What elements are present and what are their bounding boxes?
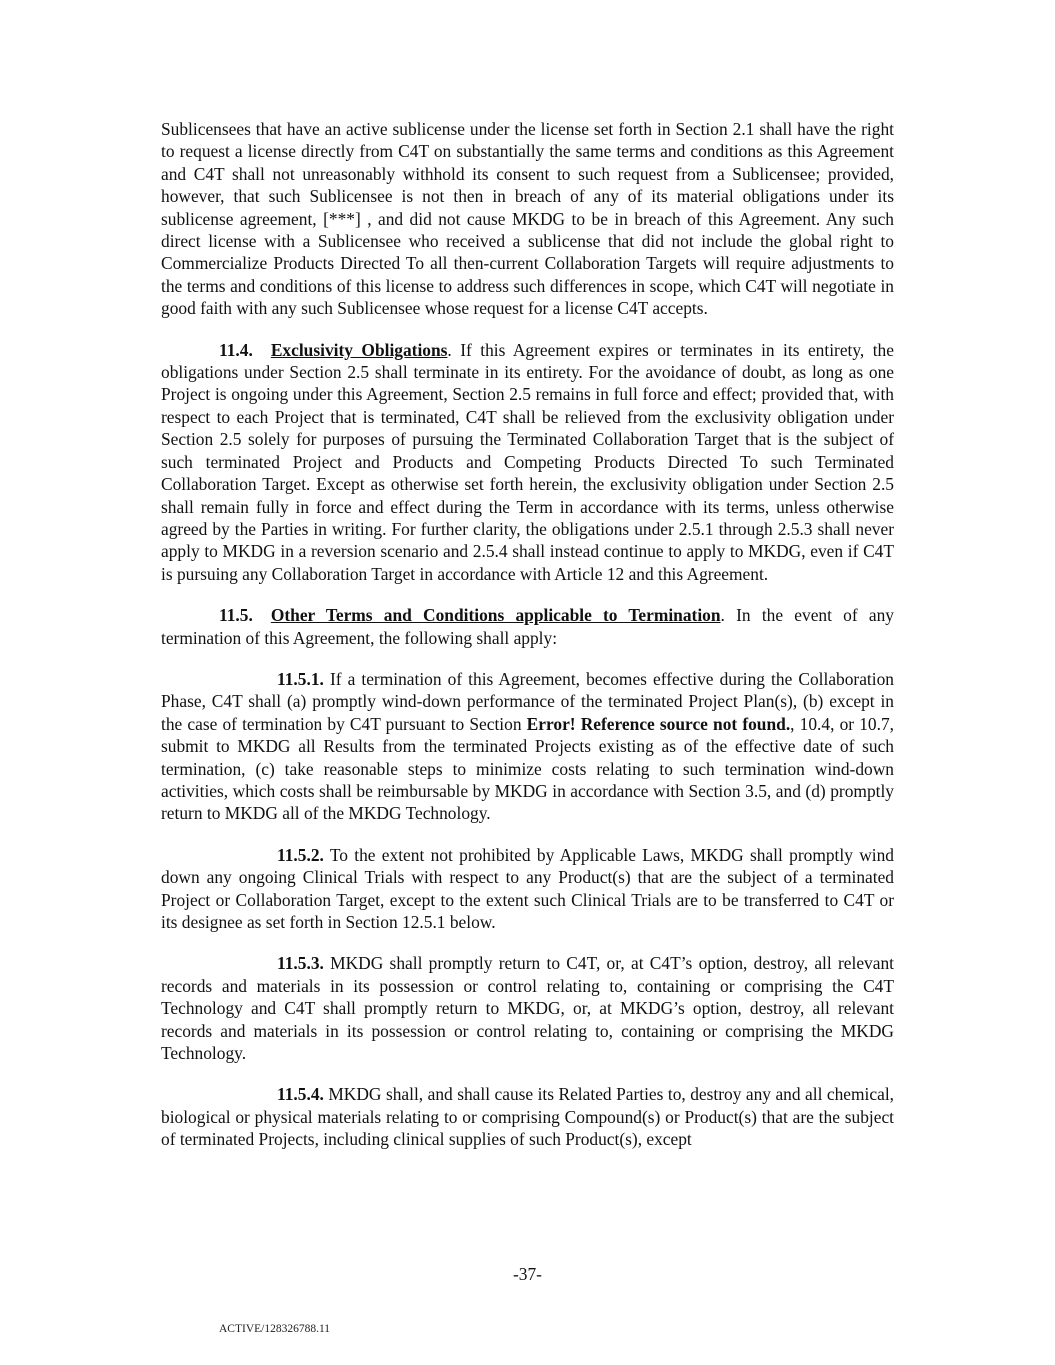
section-body: . In the event of any termination of this Agreement, the following shall apply: (161, 605, 894, 648)
section-11-5-4 (161, 1083, 894, 1150)
section-number: 11.5.3. (277, 953, 324, 974)
section-title: Exclusivity Obligations (270, 339, 448, 360)
page-number: -37- (513, 1264, 542, 1284)
intro-paragraph: Sublicensees that have an active sublicense under the license set forth in Section 2.1 shall have the right to request a license directly from C4T on substantially the same terms and conditions as this Agreement and C4T shall not unreasonably withhold its consent to such request from a Sublicensee; provided, however, that such Sublicensee is not then in breach of any of its material obligations under its sublicense agreement, [***] , and did not cause MKDG to be in breach of this Agreement. Any such direct license with a Sublicensee who received a sublicense that did not include the global right to Commercialize Products Directed To all then-current Collaboration Targets will require adjustments to the terms and conditions of this license to address such differences in scope, which C4T will negotiate in good faith with any such Sublicensee whose request for a license C4T accepts. (161, 119, 894, 319)
section-11-5-2 (161, 844, 894, 934)
section-body: MKDG shall, and shall cause its Related Parties to, destroy any and all chemical, biological or physical materials relating to or comprising Compound(s) or Product(s) that are the subject of terminated Projects, including clinical supplies of such Product(s), except (161, 1084, 894, 1150)
section-number: 11.5. (219, 605, 253, 626)
section-body-part-b: , 10.4, or 10.7, submit to MKDG all Results from the terminated Projects existing as of the effective date of such termination, (c) take reasonable steps to minimize costs relating to such termination wind-down activities, which costs shall be reimbursable by MKDG in accordance with Section 3.5, and (d) promptly return to MKDG all of the MKDG Technology. (161, 713, 894, 824)
error-reference: Error! Reference source not found. (526, 713, 791, 734)
section-body: To the extent not prohibited by Applicable Laws, MKDG shall promptly wind down any ongoing Clinical Trials with respect to any Product(s) that are the subject of a terminated Project or Collaboration Target, except to the extent such Clinical Trials are to be transferred to C4T or its designee as set forth in Section 12.5.1 below. (161, 844, 894, 932)
section-number: 11.5.4. (277, 1084, 324, 1105)
section-body-part-a: If a termination of this Agreement, becomes effective during the Collaboration Phase, C4T shall (a) promptly wind-down performance of the terminated Project Plan(s), (b) except in the case of termination by C4T pursuant to Section (161, 668, 894, 734)
section-11-5-1 (161, 668, 894, 825)
section-body: . If this Agreement expires or terminates in its entirety, the obligations under Section 2.5 shall terminate in its entirety. For the avoidance of doubt, as long as one Project is ongoing under this Agreement, Section 2.5 remains in full force and effect; provided that, with respect to each Project that is terminated, C4T shall be relieved from the exclusivity obligation under Section 2.5 solely for purposes of pursuing the Terminated Collaboration Target that is the subject of such terminated Project and Products and Competing Products Directed To such Terminated Collaboration Target. Except as otherwise set forth herein, the exclusivity obligation under Section 2.5 shall remain fully in force and effect during the Term in accordance with its terms, unless otherwise agreed by the Parties in writing. For further clarity, the obligations under 2.5.1 through 2.5.3 shall never apply to MKDG in a reversion scenario and 2.5.4 shall instead continue to apply to MKDG, even if C4T is pursuing any Collaboration Target in accordance with Article 12 and this Agreement. (161, 339, 894, 584)
section-number: 11.5.2. (277, 844, 324, 865)
document-page (161, 118, 894, 1170)
section-11-4 (161, 339, 894, 585)
section-number: 11.5.1. (277, 668, 324, 689)
section-number: 11.4. (219, 339, 253, 360)
section-11-5 (161, 604, 894, 649)
document-id: ACTIVE/128326788.11 (219, 1323, 331, 1335)
section-title: Other Terms and Conditions applicable to Termination (270, 605, 721, 626)
section-body: MKDG shall promptly return to C4T, or, at C4T’s option, destroy, all relevant records and materials in its possession or control relating to, containing or comprising the C4T Technology and C4T shall promptly return to MKDG, or, at MKDG’s option, destroy, all relevant records and materials in its possession or control relating to, containing or comprising the MKDG Technology. (161, 953, 894, 1064)
section-11-5-3 (161, 952, 894, 1064)
